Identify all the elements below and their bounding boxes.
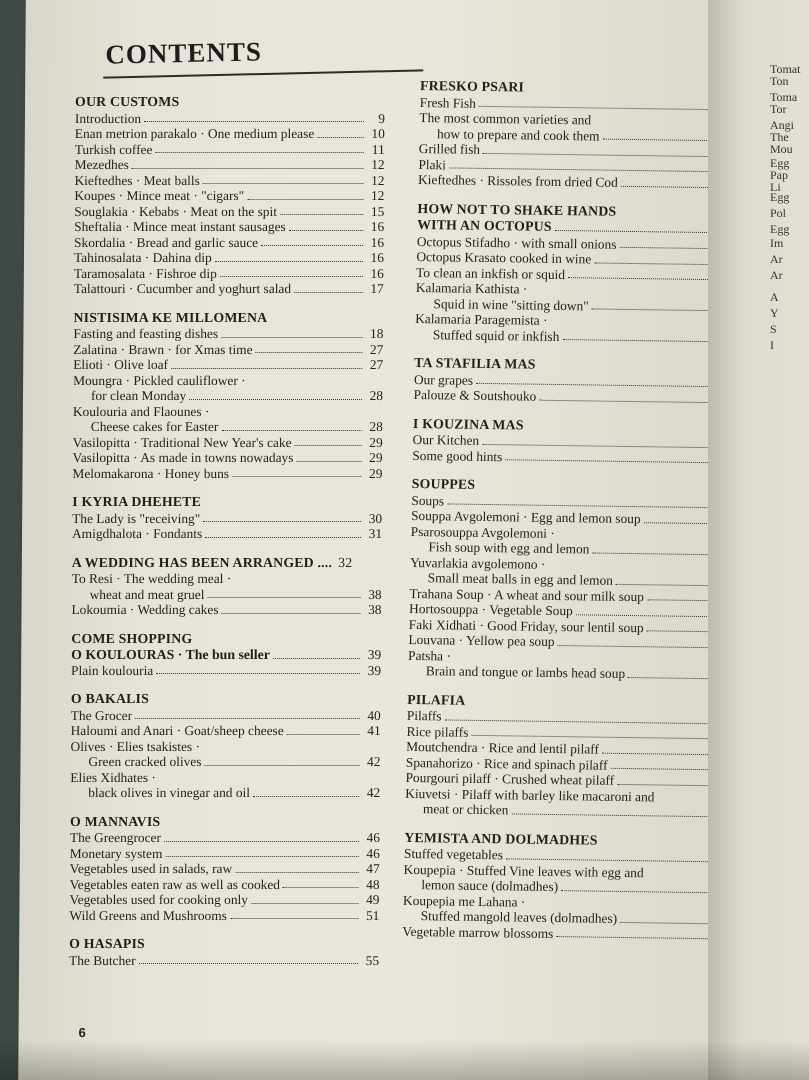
dot-leader: [294, 292, 363, 293]
entry-title: Kieftedhes · Meat balls: [74, 172, 200, 188]
entry-title: Stuffed mangold leaves (dolmadhes): [420, 908, 618, 926]
dot-leader: [289, 230, 363, 231]
contents-entry: [69, 892, 379, 908]
contents-entry: [73, 450, 383, 466]
entry-page-number: 38: [368, 602, 382, 617]
entry-page-number: 28: [369, 388, 384, 403]
contents-section: [71, 631, 381, 679]
entry-page-number: 46: [366, 845, 380, 861]
entry-title: Stuffed vegetables: [403, 845, 504, 863]
entry-title: Vegetables used for cooking only: [69, 892, 249, 907]
entry-title: To Resi · The wedding meal ·: [71, 571, 232, 586]
entry-title: Green cracked olives: [88, 754, 202, 769]
facing-page-text: Angi: [770, 118, 794, 132]
dot-leader: [562, 339, 728, 342]
entry-title: Fresh Fish: [419, 94, 477, 111]
entry-title: Vasilopitta · As made in towns nowadays: [72, 450, 294, 465]
entry-title: Palouze & Soutshouko: [413, 386, 537, 404]
entry-title: Pourgouri pilaff · Crushed wheat pilaff: [405, 769, 615, 788]
entry-title: Olives · Elies tsakistes ·: [70, 738, 201, 754]
contents-entry: [75, 142, 385, 158]
entry-title: Patsha ·: [407, 647, 452, 664]
entry-page-number: 29: [369, 450, 383, 465]
entry-title: Taramosalata · Fishroe dip: [73, 265, 217, 281]
entry-title: Elies Xidhates ·: [70, 769, 156, 785]
entry-title: Vegetable marrow blossoms: [402, 923, 554, 941]
entry-page-number: 10: [371, 126, 385, 141]
entry-title: Stuffed squid or inkfish: [432, 326, 560, 344]
dot-leader: [505, 459, 726, 463]
dot-leader: [221, 430, 361, 431]
dot-leader: [171, 368, 362, 369]
contents-section: [70, 691, 381, 801]
facing-page-text: Mou: [770, 142, 793, 156]
contents-entry: [75, 157, 385, 173]
book-page: [18, 0, 726, 1080]
facing-page-text: Li: [770, 180, 781, 194]
facing-page-text: Pap: [770, 168, 788, 182]
dot-leader: [558, 537, 725, 539]
entry-title: Some good hints: [412, 447, 503, 464]
dot-leader: [189, 399, 362, 400]
section-heading: [72, 555, 382, 571]
dot-leader: [295, 445, 362, 446]
entry-title: Melomakarona · Honey buns: [72, 465, 230, 481]
contents-entry: [418, 172, 753, 192]
contents-entry: [70, 770, 380, 786]
entry-page-number: 11: [371, 141, 385, 157]
contents-entry: [72, 587, 382, 603]
section-heading: FRESKO PSARI: [419, 78, 525, 95]
entry-title: Koupes · Mince meat · "cigars": [74, 188, 245, 203]
facing-page-text: Ar: [770, 252, 783, 266]
contents-entry: [408, 663, 743, 683]
entry-title: Souglakia · Kebabs · Meat on the spit: [74, 203, 278, 219]
entry-title: Koupepia me Lahana ·: [402, 892, 526, 910]
section-heading: I KYRIA DHEHETE: [72, 494, 202, 509]
contents-entry: [72, 466, 382, 482]
entry-page-number: 47: [366, 861, 380, 876]
entry-title: Vegetables eaten raw as well as cooked: [69, 876, 281, 892]
dot-leader: [139, 963, 358, 964]
entry-title: Small meat balls in egg and lemon: [427, 570, 614, 588]
entry-page-number: 18: [369, 326, 384, 341]
dot-leader: [445, 719, 721, 724]
dot-leader: [506, 858, 718, 862]
dot-leader: [205, 537, 361, 538]
section-page-number: 32: [338, 554, 353, 570]
contents-entry: [405, 801, 740, 821]
section-heading: PILAFIA: [407, 691, 466, 708]
dot-leader: [555, 219, 729, 233]
contents-entry: [74, 281, 384, 297]
entry-title: Yuvarlakia avgolemono ·: [409, 554, 546, 572]
contents-column-left: [69, 94, 385, 981]
entry-title: Fish soup with egg and lemon: [428, 539, 590, 557]
dot-leader: [548, 568, 724, 570]
contents-entry: [74, 266, 384, 282]
entry-title: The most common varieties and: [419, 109, 592, 128]
facing-page-text: Ar: [770, 268, 783, 282]
dot-leader: [558, 645, 723, 648]
facing-page-text: Im: [770, 236, 784, 250]
contents-entry: [71, 708, 381, 724]
contents-section: [408, 476, 747, 683]
entry-page-number: 16: [370, 234, 385, 250]
dot-leader: [482, 443, 726, 447]
facing-page-edge: [708, 0, 809, 1080]
dot-leader: [483, 152, 733, 156]
entry-title: Kieftedhes · Rissoles from dried Cod: [417, 171, 618, 190]
entry-title: Faki Xidhati · Good Friday, sour lentil soup: [408, 616, 644, 635]
contents-entry: [74, 219, 384, 235]
dot-leader: [610, 768, 719, 771]
dot-leader: [568, 277, 730, 280]
dot-leader: [511, 813, 718, 817]
contents-section: [69, 814, 380, 924]
entry-page-number: 12: [370, 188, 385, 203]
dot-leader: [135, 718, 360, 719]
dot-leader: [261, 245, 363, 246]
contents-section: [413, 355, 749, 407]
entry-title: Squid in wine "sitting down": [433, 295, 589, 313]
contents-entry: [69, 953, 379, 969]
dot-leader: [447, 503, 725, 508]
dot-leader: [253, 796, 359, 797]
contents-entry: [69, 908, 379, 924]
entry-title: Talattouri · Cucumber and yoghurt salad: [73, 281, 292, 296]
entry-title: The Lady is "receiving": [72, 510, 201, 526]
dot-leader: [221, 337, 362, 338]
dot-leader: [647, 876, 718, 877]
facing-page-text: Y: [770, 306, 779, 320]
entry-title: Kalamaria Kathista ·: [415, 279, 528, 297]
entry-page-number: 12: [371, 157, 385, 172]
entry-title: Hortosouppa · Vegetable Soup: [408, 600, 574, 619]
entry-title: Spanahorizo · Rice and spinach pilaff: [405, 754, 608, 773]
entry-title: Octopus Stifadho · with small onions: [416, 233, 617, 252]
dot-leader: [132, 168, 364, 169]
entry-title: for clean Monday: [90, 388, 187, 403]
entry-page-number: 40: [367, 707, 381, 723]
contents-entry: [73, 357, 383, 373]
facing-page-text: I: [770, 338, 774, 352]
entry-page-number: 28: [369, 419, 383, 434]
contents-entry: [70, 785, 380, 801]
section-heading: NISTISIMA KE MILLOMENA: [73, 309, 268, 325]
entry-title: To clean an inkfish or squid: [416, 264, 566, 282]
facing-page-text: Toma: [770, 90, 798, 104]
dot-leader: [204, 765, 359, 766]
entry-page-number: 9: [378, 110, 385, 126]
contents-section: [74, 94, 385, 297]
entry-title: how to prepare and cook them: [436, 125, 600, 144]
dot-leader: [471, 735, 720, 739]
dot-leader: [207, 597, 360, 598]
contents-entry: [402, 923, 737, 943]
contents-entry: [71, 602, 381, 618]
contents-entry: [70, 861, 380, 877]
entry-title: meat or chicken: [422, 801, 509, 818]
facing-page-text: The: [770, 130, 789, 144]
facing-page-text: Egg: [770, 190, 790, 204]
section-heading-text: HOW NOT TO SHAKE HANDS: [417, 200, 617, 219]
contents-section: [72, 494, 382, 542]
contents-entry: [70, 754, 380, 770]
contents-entry: [75, 126, 385, 142]
entry-title: Brain and tongue or lambs head soup: [425, 663, 626, 681]
dot-leader: [215, 261, 363, 262]
entry-title: Octopus Krasato cooked in wine: [416, 248, 592, 267]
contents-entry: [73, 326, 383, 342]
contents-entry: [73, 342, 383, 358]
entry-title: The Grocer: [70, 707, 133, 723]
contents-entry: [71, 647, 381, 663]
entry-title: black olives in vinegar and oil: [88, 785, 251, 800]
entry-page-number: 42: [367, 754, 381, 769]
contents-entry: [70, 877, 380, 893]
dot-leader: [617, 783, 719, 785]
dot-leader: [620, 921, 717, 923]
entry-title: Introduction: [74, 110, 142, 126]
dot-leader: [528, 906, 717, 909]
dot-leader: [530, 293, 729, 296]
entry-page-number: 30: [368, 510, 383, 526]
contents-section: [418, 78, 755, 192]
section-heading-text: WITH AN OCTOPUS: [417, 216, 552, 234]
facing-page-text: Tor: [770, 102, 787, 116]
entry-title: Lokoumia · Wedding cakes: [71, 602, 219, 617]
dot-leader: [220, 276, 363, 277]
entry-title: Rice pilaffs: [406, 723, 469, 740]
contents-entry: [71, 723, 381, 739]
dot-leader: [449, 167, 732, 172]
entry-title: Kalamaria Paragemista ·: [415, 310, 548, 328]
dot-leader: [561, 890, 717, 893]
title-underline: [103, 69, 423, 78]
section-heading: SOUPPES: [411, 475, 476, 492]
dot-leader: [235, 872, 359, 873]
dot-leader: [222, 613, 361, 614]
entry-page-number: 29: [369, 434, 383, 450]
dot-leader: [156, 673, 360, 674]
entry-title: The Butcher: [69, 952, 136, 968]
entry-title: Enan metrion parakalo · One medium please: [74, 126, 315, 141]
section-heading: O HASAPIS: [69, 936, 146, 951]
entry-page-number: 55: [365, 952, 380, 968]
section-heading: O BAKALIS: [70, 691, 150, 706]
entry-title: Mezedhes: [74, 157, 129, 172]
entry-title: Pilaffs: [406, 707, 442, 724]
bottom-shadow: [0, 1040, 809, 1080]
entry-title: Wild Greens and Mushrooms: [69, 907, 227, 923]
entry-page-number: 39: [367, 662, 382, 678]
entry-page-number: 49: [366, 892, 380, 907]
entry-title: Vasilopitta · Traditional New Year's cake: [72, 434, 292, 450]
section-heading-text: A WEDDING HAS BEEN ARRANGED ....: [71, 554, 333, 570]
entry-page-number: 48: [366, 876, 380, 892]
contents-entry: [74, 204, 384, 220]
entry-page-number: 16: [370, 250, 385, 265]
entry-title: Kiuvetsi · Pilaff with barley like macaroni and: [405, 785, 655, 804]
dot-leader: [476, 383, 728, 388]
entry-title: Trahana Soup · A wheat and sour milk soup: [409, 585, 645, 604]
dot-leader: [144, 121, 364, 122]
entry-page-number: 51: [365, 907, 380, 923]
entry-page-number: 16: [370, 219, 385, 234]
entry-title: O KOULOURAS · The bun seller: [71, 647, 270, 662]
dot-leader: [283, 887, 359, 888]
dot-leader: [296, 461, 361, 462]
entry-page-number: 38: [368, 586, 382, 602]
entry-title: Moungra · Pickled cauliflower ·: [73, 372, 246, 388]
contents-entry: [73, 388, 383, 404]
dot-leader: [317, 137, 364, 138]
contents-entry: [74, 250, 384, 266]
dot-leader: [602, 752, 720, 755]
dot-leader: [550, 324, 729, 326]
contents-entry: [71, 739, 381, 755]
entry-page-number: 29: [369, 465, 383, 481]
entry-title: Soups: [411, 492, 445, 508]
entry-page-number: 27: [369, 341, 384, 357]
contents-entry: [72, 571, 382, 587]
dot-leader: [576, 614, 723, 617]
contents-entry: [73, 419, 383, 435]
contents-section: [71, 555, 381, 618]
contents-entry: [413, 387, 748, 407]
dot-leader: [280, 214, 363, 215]
entry-title: Tahinosalata · Dahina dip: [73, 250, 212, 265]
contents-entry: [415, 326, 750, 346]
entry-title: Vegetables used in salads, raw: [69, 861, 233, 876]
contents-section: [69, 936, 379, 968]
dot-leader: [454, 660, 722, 664]
entry-page-number: 46: [366, 830, 380, 845]
entry-title: wheat and meat gruel: [89, 586, 205, 602]
contents-section: [72, 310, 383, 482]
contents-entry: [71, 663, 381, 679]
entry-page-number: 41: [367, 723, 381, 738]
page-title: CONTENTS: [105, 36, 263, 70]
dot-leader: [165, 856, 358, 857]
facing-page-text: Ton: [770, 74, 789, 88]
entry-title: Psarosouppa Avgolemoni ·: [410, 523, 555, 541]
dot-leader: [164, 841, 359, 842]
page-number: 6: [78, 1025, 86, 1040]
facing-page-text: Pol: [770, 206, 787, 220]
entry-page-number: 17: [370, 281, 384, 296]
dot-leader: [539, 399, 727, 403]
dot-leader: [287, 734, 360, 735]
section-heading: TA STAFILIA MAS: [414, 354, 536, 372]
contents-entry: [73, 404, 383, 420]
contents-section: [405, 691, 743, 821]
facing-page-text: S: [770, 322, 777, 336]
entry-page-number: 39: [367, 647, 382, 662]
entry-title: Louvana · Yellow pea soup: [408, 631, 555, 649]
entry-page-number: 16: [370, 265, 384, 281]
contents-entry: [412, 447, 747, 467]
contents-section: [415, 200, 753, 346]
dot-leader: [230, 918, 358, 919]
entry-title: Moutchendra · Rice and lentil pilaff: [406, 738, 600, 757]
section-heading: OUR CUSTOMS: [75, 94, 180, 109]
dot-leader: [203, 183, 364, 184]
dot-leader: [273, 658, 360, 659]
contents-entry: [72, 526, 382, 542]
entry-title: Souppa Avgolemoni · Egg and lemon soup: [410, 507, 641, 527]
facing-page-text: Egg: [770, 156, 790, 170]
entry-title: Plaki: [418, 156, 447, 172]
contents-entry: [70, 830, 380, 846]
entry-title: Plain koulouria: [71, 662, 154, 678]
contents-entry: [74, 235, 384, 251]
entry-title: The Greengrocer: [69, 830, 162, 845]
dot-leader: [592, 552, 724, 555]
dot-leader: [256, 352, 363, 353]
dot-leader: [155, 152, 363, 153]
entry-page-number: 27: [369, 357, 384, 372]
entry-title: lemon sauce (dolmadhes): [421, 877, 559, 895]
entry-title: Koulouria and Flaounes ·: [72, 403, 210, 419]
dot-leader: [247, 199, 363, 200]
contents-entry: [74, 173, 384, 189]
contents-entry: [70, 846, 380, 862]
entry-title: Sheftalia · Mince meat instant sausages: [74, 219, 286, 234]
entry-title: Zalatina · Brawn · for Xmas time: [73, 341, 253, 357]
section-heading: O MANNAVIS: [69, 813, 161, 829]
entry-page-number: 42: [366, 785, 381, 800]
entry-title: Our Kitchen: [412, 431, 480, 448]
contents-entry: [75, 111, 385, 127]
dot-leader: [556, 936, 716, 939]
contents-section: [412, 415, 748, 467]
entry-title: Haloumi and Anari · Goat/sheep cheese: [70, 723, 284, 738]
contents-entry: [73, 435, 383, 451]
entry-title: Fasting and feasting dishes: [73, 326, 219, 341]
contents-entry: [73, 373, 383, 389]
dot-leader: [251, 903, 359, 904]
entry-title: Monetary system: [69, 845, 163, 861]
entry-page-number: 12: [371, 172, 385, 188]
entry-page-number: 31: [368, 526, 383, 541]
entry-title: Our grapes: [413, 371, 474, 388]
contents-entry: [74, 188, 384, 204]
contents-entry: [72, 511, 382, 527]
facing-page-text: Tomat: [770, 62, 801, 76]
entry-page-number: 15: [370, 203, 385, 219]
dot-leader: [203, 521, 361, 522]
dot-leader: [232, 476, 361, 477]
entry-title: Grilled fish: [418, 140, 481, 157]
facing-page-text: Egg: [770, 222, 790, 236]
entry-title: Turkish coffee: [74, 141, 153, 157]
contents-column-right: [402, 78, 755, 957]
entry-title: Koupepia · Stuffed Vine leaves with egg and: [403, 861, 644, 880]
entry-title: Amigdhalota · Fondants: [71, 526, 203, 541]
section-heading: COME SHOPPING: [71, 630, 193, 646]
entry-title: Skordalia · Bread and garlic sauce: [74, 234, 259, 250]
section-heading: YEMISTA AND DOLMADHES: [404, 829, 598, 848]
facing-page-text: A: [770, 290, 779, 304]
entry-title: Cheese cakes for Easter: [90, 419, 219, 434]
entry-title: Elioti · Olive loaf: [73, 357, 169, 372]
section-heading: I KOUZINA MAS: [412, 415, 524, 433]
dot-leader: [479, 106, 734, 111]
contents-section: [402, 829, 739, 943]
